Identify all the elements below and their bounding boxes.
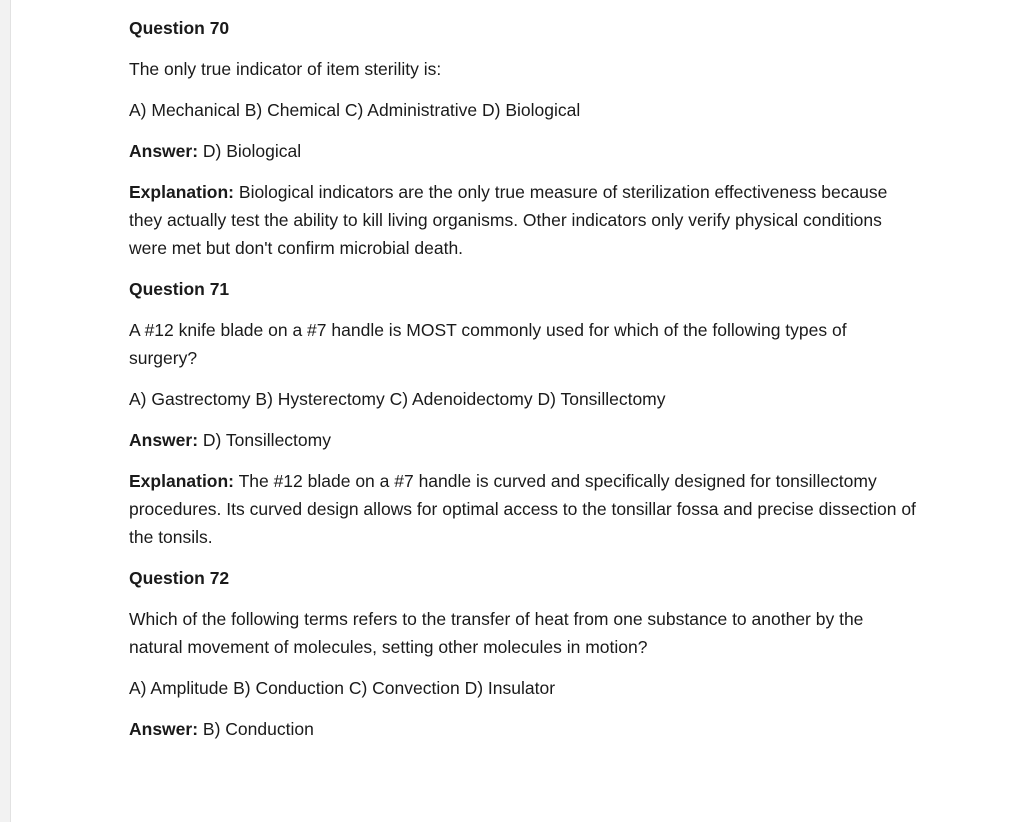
document-page — [10, 0, 1020, 822]
explanation-text: Biological indicators are the only true measure of sterilization effectiveness because they actually test the ability to kill living organisms. Other indicators only verify physical conditions were met but don't confirm microbial death. — [129, 182, 888, 258]
explanation — [129, 467, 919, 551]
answer-options: A) Mechanical B) Chemical C) Administrative D) Biological — [129, 100, 581, 120]
answer-line — [129, 137, 919, 165]
explanation-label: Explanation: — [129, 182, 235, 202]
question-block — [129, 275, 919, 551]
answer-label: Answer: — [129, 719, 199, 739]
answer-label: Answer: — [129, 141, 199, 161]
answer-line — [129, 426, 919, 454]
explanation-text: The #12 blade on a #7 handle is curved and specifically designed for tonsillectomy procedures. Its curved design allows for optimal access to the tonsillar fossa and precise dissection of the tonsils. — [129, 471, 916, 547]
question-title: Question 70 — [129, 18, 230, 38]
question-block — [129, 14, 919, 262]
answer-line — [129, 715, 919, 743]
question-title: Question 71 — [129, 279, 230, 299]
answer-value: D) Tonsillectomy — [202, 430, 331, 450]
explanation — [129, 178, 919, 262]
answer-options: A) Gastrectomy B) Hysterectomy C) Adenoidectomy D) Tonsillectomy — [129, 389, 666, 409]
question-prompt: A #12 knife blade on a #7 handle is MOST commonly used for which of the following types of surgery? — [129, 320, 847, 368]
question-block — [129, 564, 919, 743]
document-content — [129, 14, 919, 756]
answer-label: Answer: — [129, 430, 199, 450]
question-prompt: The only true indicator of item sterility is: — [129, 59, 442, 79]
question-prompt: Which of the following terms refers to the transfer of heat from one substance to another by the natural movement of molecules, setting other molecules in motion? — [129, 609, 864, 657]
answer-options: A) Amplitude B) Conduction C) Convection D) Insulator — [129, 678, 556, 698]
question-title: Question 72 — [129, 568, 230, 588]
answer-value: B) Conduction — [202, 719, 314, 739]
answer-value: D) Biological — [202, 141, 302, 161]
explanation-label: Explanation: — [129, 471, 235, 491]
